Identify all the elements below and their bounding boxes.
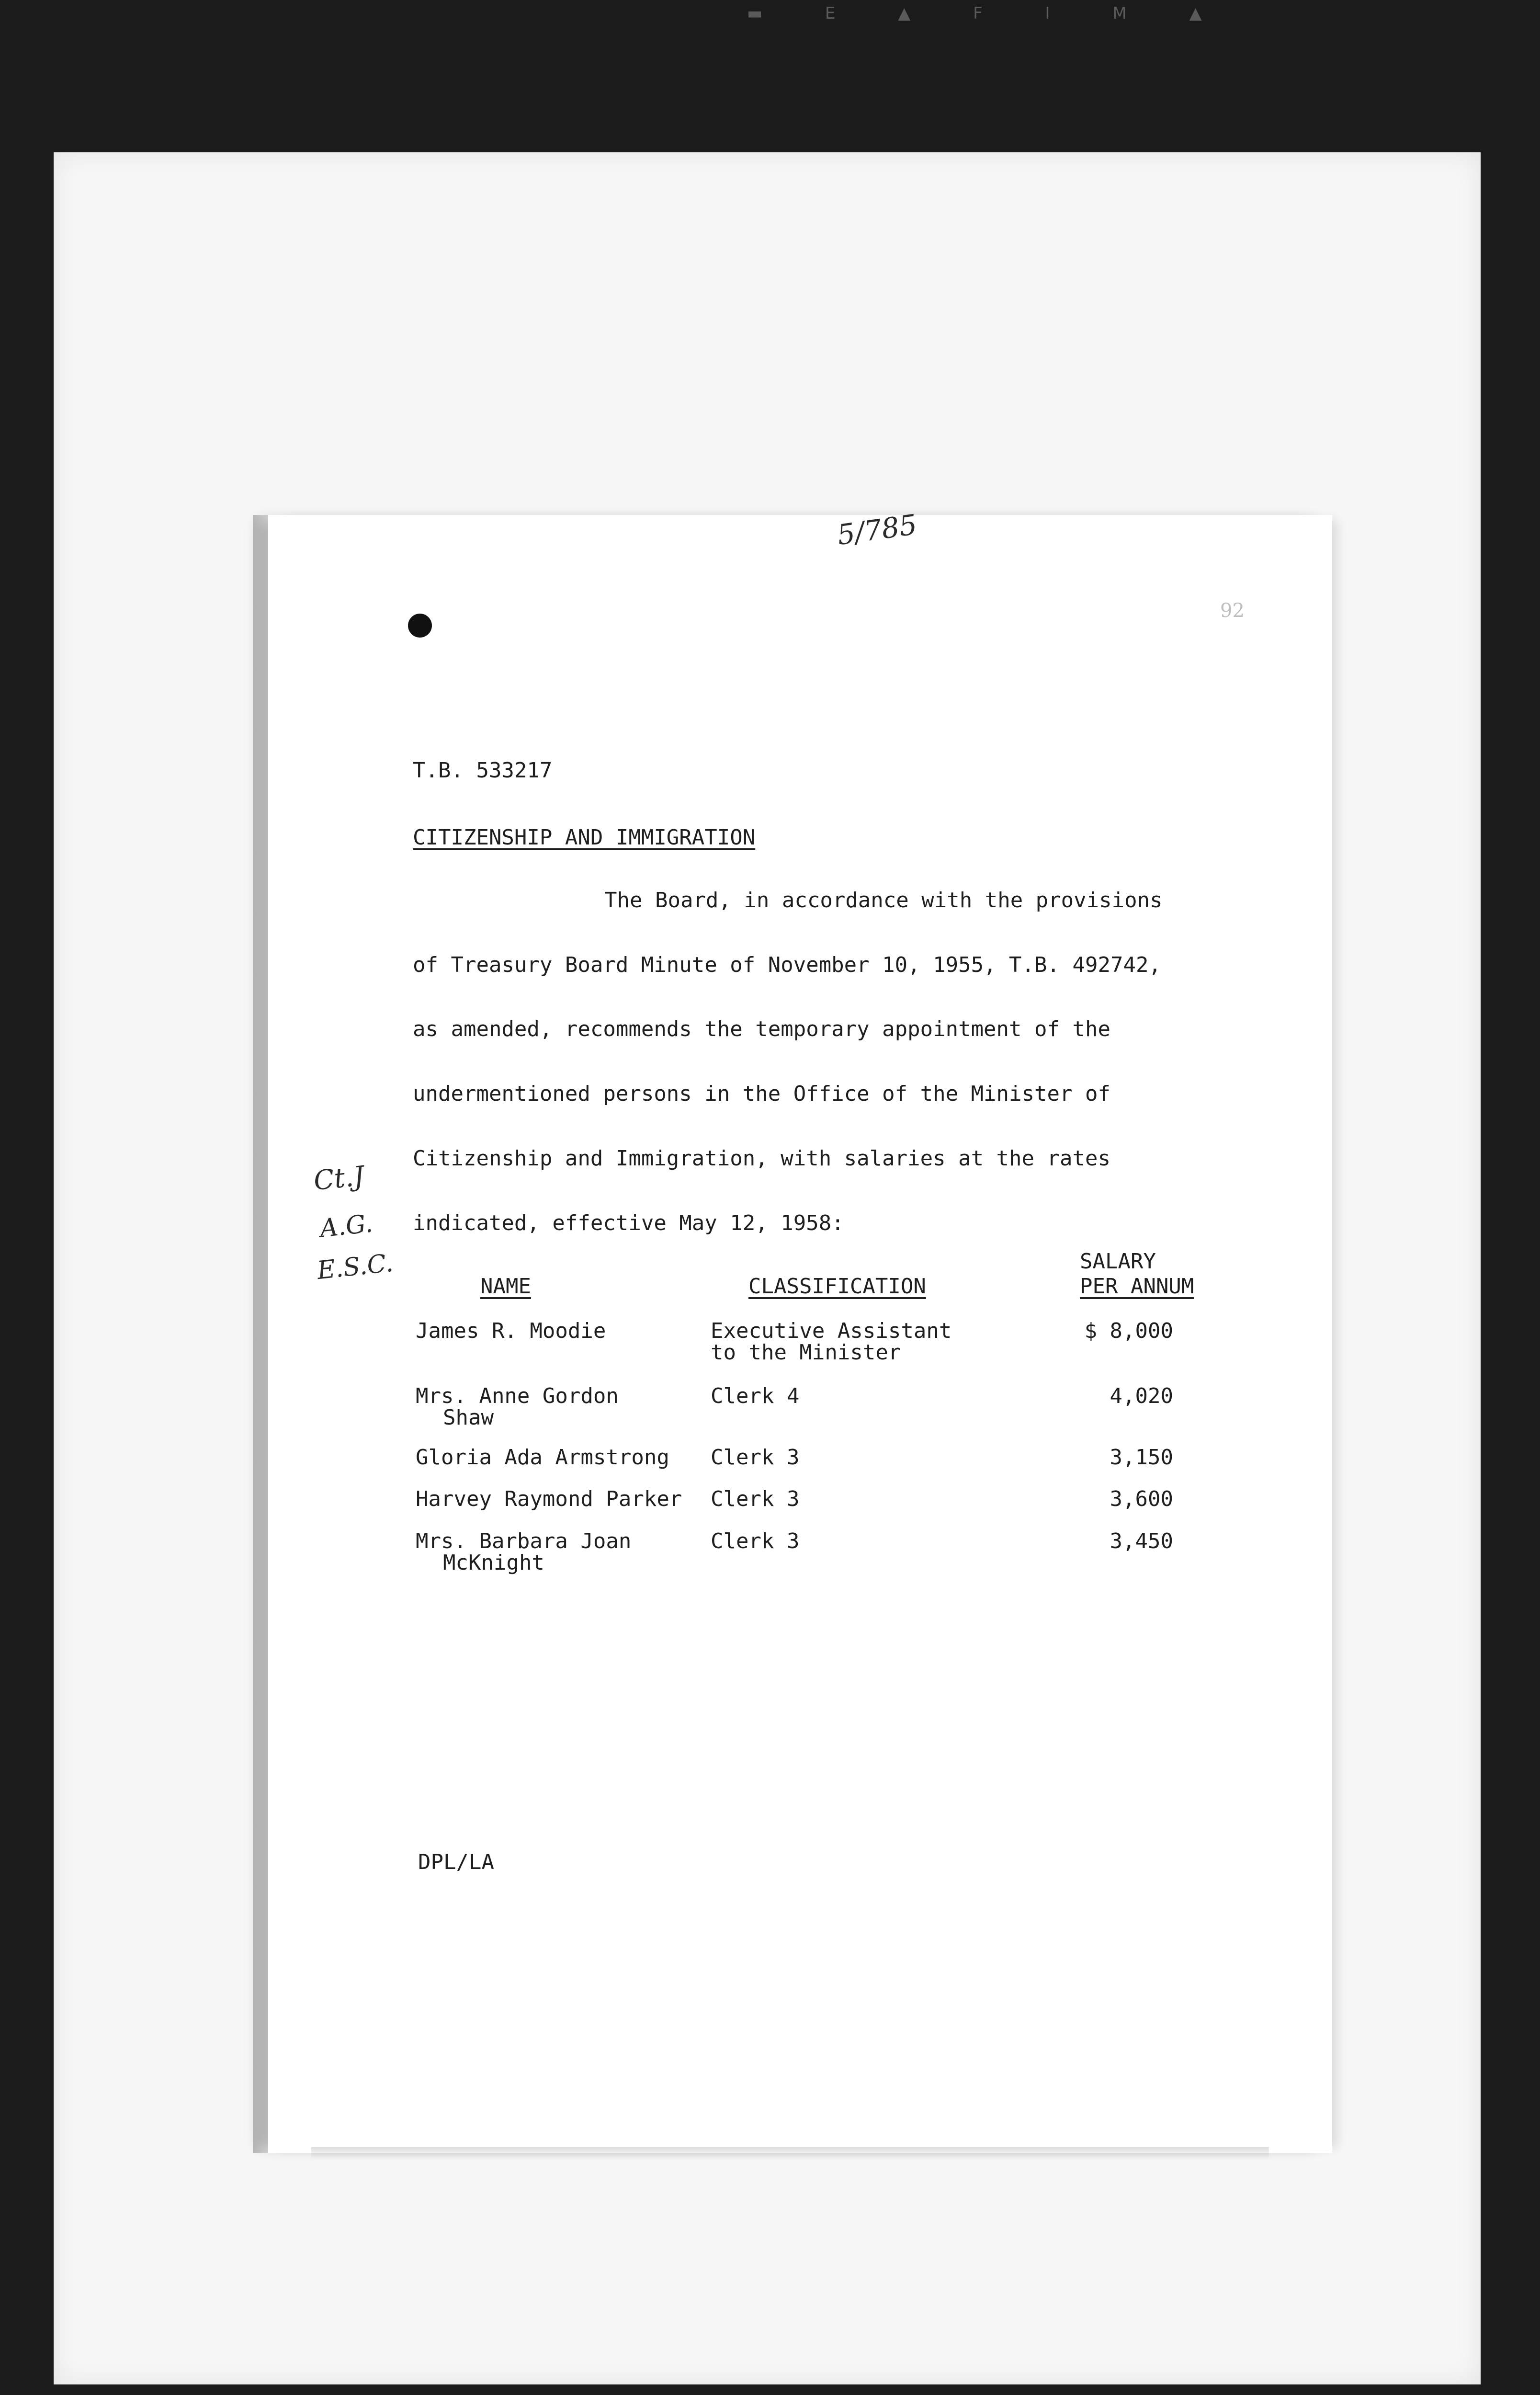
body-line-6: indicated, effective May 12, 1958:	[413, 1211, 844, 1235]
row-classification: Clerk 3	[711, 1445, 800, 1470]
margin-note-line-2: A.G.	[318, 1209, 374, 1243]
department-heading: CITIZENSHIP AND IMMIGRATION	[413, 825, 756, 850]
table-header-classification: CLASSIFICATION	[748, 1274, 926, 1299]
row-classification: Clerk 3	[711, 1529, 800, 1553]
body-line-2: of Treasury Board Minute of November 10, 1955, T.B. 492742,	[413, 953, 1161, 977]
typist-initials: DPL/LA	[418, 1850, 494, 1874]
row-salary: 3,450	[1110, 1529, 1173, 1553]
row-classification: Executive Assistant	[711, 1319, 952, 1343]
row-name: Harvey Raymond Parker	[416, 1487, 682, 1511]
row-salary: 3,150	[1110, 1445, 1173, 1470]
margin-note-line-3: E.S.C.	[316, 1248, 395, 1286]
margin-note-line-1: Ct.J	[312, 1160, 366, 1197]
tb-number: T.B. 533217	[413, 758, 553, 783]
film-edge-marks: ▬ E ▲ F I M ▲	[747, 4, 1231, 23]
row-salary: 4,020	[1110, 1384, 1173, 1408]
row-classification-line-2: to the Minister	[711, 1340, 901, 1365]
row-name: Mrs. Barbara Joan	[416, 1529, 632, 1553]
row-salary: 3,600	[1110, 1487, 1173, 1511]
row-name: Mrs. Anne Gordon	[416, 1384, 619, 1408]
row-name: James R. Moodie	[416, 1319, 606, 1343]
body-line-4: undermentioned persons in the Office of the Minister of	[413, 1082, 1110, 1106]
row-name: Gloria Ada Armstrong	[416, 1445, 669, 1470]
row-name-line-2: McKnight	[443, 1551, 544, 1575]
row-classification: Clerk 4	[711, 1384, 800, 1408]
body-line-3: as amended, recommends the temporary appointment of the	[413, 1017, 1110, 1041]
body-line-5: Citizenship and Immigration, with salaries at the rates	[413, 1146, 1110, 1171]
table-header-salary-line-1: SALARY	[1080, 1249, 1156, 1274]
handwritten-reference: 5/785	[835, 508, 919, 552]
table-header-salary-line-2: PER ANNUM	[1080, 1274, 1194, 1299]
row-classification: Clerk 3	[711, 1487, 800, 1511]
row-name-line-2: Shaw	[443, 1405, 494, 1430]
punch-hole	[408, 614, 432, 638]
table-header-name: NAME	[480, 1274, 531, 1299]
page-number: 92	[1220, 600, 1245, 622]
body-line-1: The Board, in accordance with the provisions	[604, 888, 1163, 912]
sheet-bottom-edge	[311, 2147, 1269, 2159]
row-salary: $ 8,000	[1084, 1319, 1173, 1343]
